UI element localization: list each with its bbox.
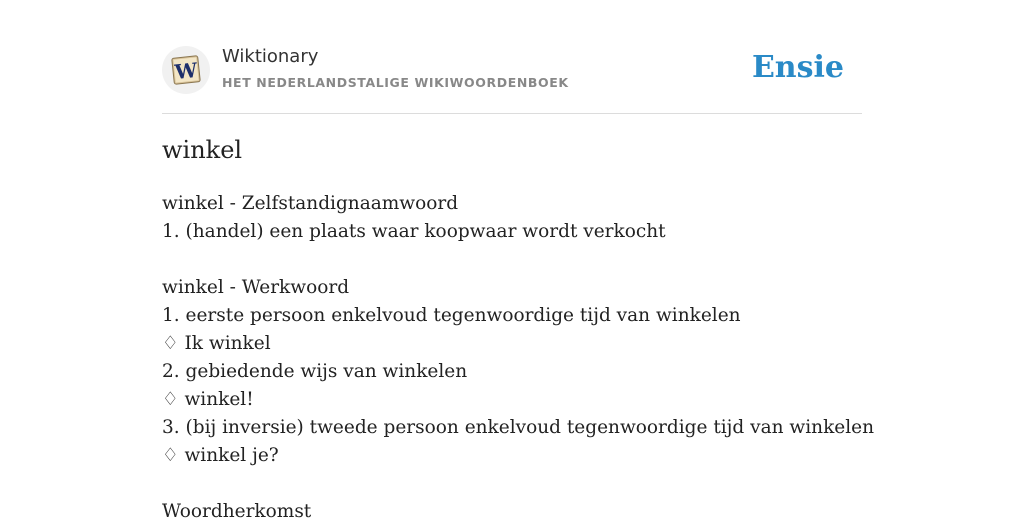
wiktionary-logo-icon[interactable] — [162, 46, 210, 94]
definition-line: 1. eerste persoon enkelvoud tegenwoordige tijd van winkelen — [162, 305, 741, 326]
section-spacer — [162, 470, 862, 498]
site-name[interactable]: Wiktionary — [222, 46, 319, 67]
ensie-brand-link[interactable]: Ensie — [751, 50, 844, 85]
example-line: ♢ winkel! — [162, 389, 254, 410]
definition-line: 3. (bij inversie) tweede persoon enkelvoud tegenwoordige tijd van winkelen — [162, 417, 875, 438]
site-tagline: HET NEDERLANDSTALIGE WIKIWOORDENBOEK — [222, 75, 569, 90]
site-header — [162, 0, 862, 114]
section-heading-verb: winkel - Werkwoord — [162, 277, 350, 298]
definition-line: 1. (handel) een plaats waar koopwaar wordt verkocht — [162, 221, 666, 242]
section-heading-etymology: Woordherkomst — [162, 501, 312, 522]
section-spacer — [162, 246, 862, 274]
logo-letter: W — [173, 57, 199, 85]
example-line: ♢ Ik winkel — [162, 333, 271, 354]
page-title: winkel — [162, 136, 243, 164]
section-heading-noun: winkel - Zelfstandignaamwoord — [162, 193, 459, 214]
example-line: ♢ winkel je? — [162, 445, 279, 466]
definition-content — [162, 190, 875, 526]
page-container — [162, 0, 875, 522]
definition-line: 2. gebiedende wijs van winkelen — [162, 361, 468, 382]
